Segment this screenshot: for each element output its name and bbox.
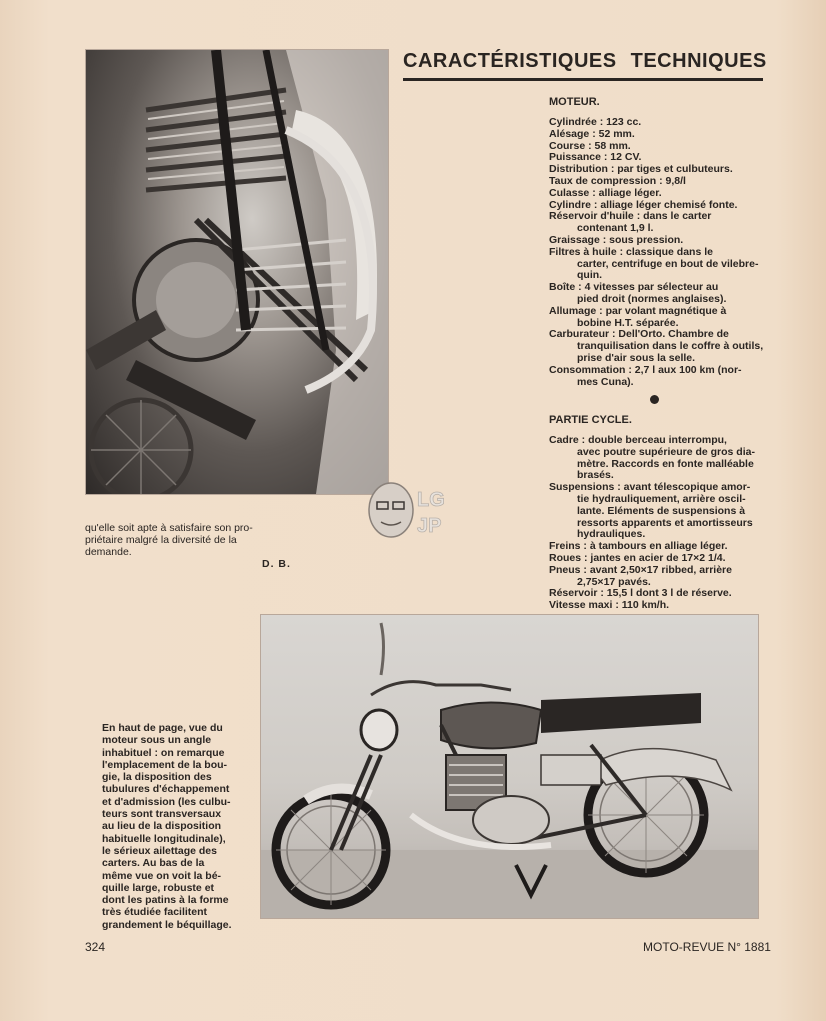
caption-line: très étudiée facilitent [102, 906, 208, 919]
caption-line: inhabituel : on remarque [102, 746, 225, 759]
cycle-section-title: PARTIE CYCLE. [549, 414, 632, 426]
caption-line: et d'admission (les culbu- [102, 795, 231, 808]
spec-line: Réservoir d'huile : dans le carter [549, 211, 712, 223]
caption-line: En haut de page, vue du [102, 722, 223, 734]
spec-line: Cadre : double berceau interrompu, [549, 435, 727, 446]
spec-line: Allumage : par volant magnétique à [549, 305, 727, 317]
caption-line: grandement le béquillage. [102, 918, 232, 931]
moteur-specs [549, 117, 763, 388]
engine-illustration [86, 50, 388, 494]
spec-line: Cylindrée : 123 cc. [549, 117, 642, 128]
text-line: demande. [85, 546, 132, 558]
spec-line: Roues : jantes en acier de 17×2 1/4. [549, 552, 726, 564]
cycle-specs [549, 435, 763, 612]
spec-line: tranquilisation dans le coffre à outils, [577, 341, 763, 353]
face-icon [363, 478, 458, 542]
spec-line: Consommation : 2,7 l aux 100 km (nor- [549, 364, 742, 376]
caption-line: habituelle longitudinale), [102, 832, 226, 845]
spec-line: Taux de compression : 9,8/l [549, 175, 686, 187]
spec-line: Pneus : avant 2,50×17 ribbed, arrière [549, 564, 732, 576]
spec-line: mes Cuna). [577, 376, 634, 388]
text-line: priétaire malgré la diversité de la [85, 534, 237, 546]
photo-caption [102, 722, 246, 931]
spec-line: Réservoir : 15,5 l dont 3 l de réserve. [549, 588, 732, 600]
spec-line: prise d'air sous la selle. [577, 352, 696, 364]
spec-line: 2,75×17 pavés. [577, 576, 651, 588]
text-line: qu'elle soit apte à satisfaire son pro- [85, 522, 253, 534]
spec-line: Freins : à tambours en alliage léger. [549, 541, 728, 553]
spec-line: Graissage : sous pression. [549, 234, 684, 246]
spec-line: Boîte : 4 vitesses par sélecteur au [549, 282, 719, 294]
spec-line: lante. Eléments de suspensions à [577, 505, 746, 517]
moteur-section-title: MOTEUR. [549, 96, 600, 108]
spec-line: tie hydrauliquement, arrière oscil- [577, 493, 746, 505]
magazine-issue: MOTO-REVUE N° 1881 [643, 940, 771, 954]
author-signature: D. B. [262, 558, 291, 570]
caption-line: l'emplacement de la bou- [102, 758, 228, 771]
spec-line: Filtres à huile : classique dans le [549, 246, 713, 258]
spec-line: Vitesse maxi : 110 km/h. [549, 600, 670, 612]
caption-line: teurs sont transversaux [102, 808, 222, 821]
spec-line: mètre. Raccords en fonte malléable [577, 458, 754, 470]
spec-line: Puissance : 12 CV. [549, 152, 642, 164]
spec-line: Alésage : 52 mm. [549, 128, 635, 140]
caption-line: le sérieux ailettage des [102, 844, 217, 857]
section-bullet [650, 395, 659, 404]
page-number: 324 [85, 940, 106, 954]
caption-line: même vue on voit la bé- [102, 869, 222, 882]
caption-line: moteur sous un angle [102, 734, 212, 747]
spec-line: hydrauliques. [577, 529, 646, 541]
logo-top-text: LG [417, 489, 445, 511]
logo-bottom-text: JP [417, 515, 442, 537]
spec-line: Carburateur : Dell'Orto. Chambre de [549, 329, 729, 341]
motorcycle-photo [260, 614, 759, 919]
spec-line: Culasse : alliage léger. [549, 187, 662, 199]
caption-line: dont les patins à la forme [102, 894, 229, 907]
engine-photo [85, 49, 389, 495]
motorcycle-illustration [261, 615, 758, 918]
spec-line: pied droit (normes anglaises). [577, 293, 727, 305]
spec-line: avec poutre supérieure de gros dia- [577, 446, 755, 458]
spec-line: quin. [577, 270, 603, 282]
caption-line: quille large, robuste et [102, 881, 215, 894]
technical-specs-heading: CARACTÉRISTIQUES TECHNIQUES [403, 50, 763, 81]
spec-line: ressorts apparents et amortisseurs [577, 517, 753, 529]
caption-line: au lieu de la disposition [102, 820, 222, 833]
caption-line: tubulures d'échappement [102, 783, 230, 796]
spec-line: carter, centrifuge en bout de vilebre- [577, 258, 759, 270]
watermark-logo [363, 478, 458, 542]
spec-line: Cylindre : alliage léger chemisé fonte. [549, 199, 738, 211]
spec-line: bobine H.T. séparée. [577, 317, 679, 329]
spec-line: brasés. [577, 470, 614, 482]
caption-line: carters. Au bas de la [102, 857, 205, 870]
article-text-end [85, 522, 300, 558]
spec-line: contenant 1,9 l. [577, 223, 654, 235]
spec-line: Suspensions : avant télescopique amor- [549, 482, 751, 494]
spec-line: Course : 58 mm. [549, 140, 631, 152]
caption-line: gie, la disposition des [102, 771, 212, 784]
spec-line: Distribution : par tiges et culbuteurs. [549, 164, 733, 176]
